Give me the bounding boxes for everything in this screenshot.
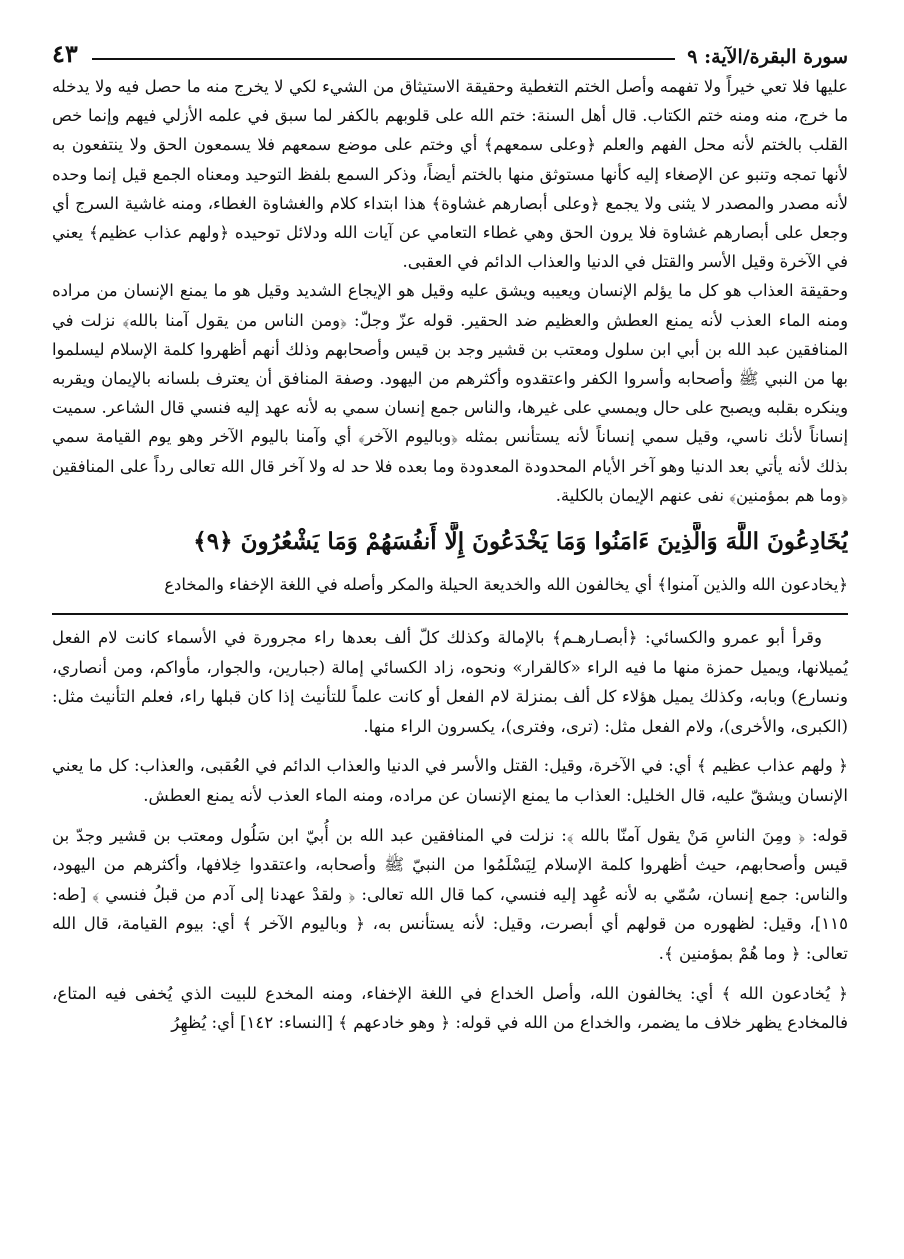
main-paragraph-2: وحقيقة العذاب هو كل ما يؤلم الإنسان ويعيبه ويشق عليه وقيل هو الإيجاع الشديد وقيل هو ما يمنع الإنسان من مراده ومنه الماء العذب لأنه يمنع العطش والعظيم ضد الحقير. قوله عزّ وجلّ: ﴿ومن الناس من يقول آمنا بالله﴾ نزلت في المنافقين عبد الله بن أبي ابن سلول ومعتب بن قشير وجد بن قيس وأصحابهم وذلك أنهم أظهروا كلمة الإسلام ليسلموا بها من النبي ﷺ وأصحابه وأسروا الكفر واعتقدوه وأكثرهم من اليهود. وصفة المنافق أن يعترف بلسانه بالإيمان ويقربه وينكره بقلبه ويصبح على حال ويمسي على غيرها، والناس جمع إنسان سمي به لأنه عهد إليه فنسي قال الشاعر. سميت إنساناً لأنك ناسي، وقيل سمي إنساناً لأنه يستأنس بمثله ﴿وباليوم الآخر﴾ أي وآمنا باليوم الآخر وهو يوم القيامة سمي بذلك لأنه يأتي بعد الدنيا وهو آخر الأيام المحدودة المعدودة وما بعده فلا حد له ولا آخر قال الله تعالى رداً على المنافقين ﴿وما هم بمؤمنين﴾ نفى عنهم الإيمان بالكلية. <box>52 281 848 505</box>
main-commentary <box>52 72 848 510</box>
margin-notes <box>52 623 848 1038</box>
page-number: ٤٣ <box>52 39 78 68</box>
running-title: سورة البقرة/الآية: ٩ <box>687 46 848 68</box>
quran-verse: يُخَادِعُونَ اللَّهَ وَالَّذِينَ ءَامَنُوا وَمَا يَخْدَعُونَ إِلَّا أَنفُسَهُمْ وَمَا يَشْعُرُونَ ﴿٩﴾ <box>193 528 848 556</box>
footnote-divider <box>52 613 848 615</box>
note-paragraph-2: ﴿ ولهم عذاب عظيم ﴾ أي: في الآخرة، وقيل: القتل والأسر في الدنيا والعذاب الدائم في العُقبى، والعذاب: كل ما يعني الإنسان ويشقّ عليه، قال الخليل: العذاب ما يمنع الإنسان عن مراده، ومنه الماء العذب لأنه يمنع العطش. <box>52 756 848 806</box>
header-rule <box>92 58 676 60</box>
page-header <box>52 30 848 68</box>
verse-commentary: ﴿يخادعون الله والذين آمنوا﴾ أي يخالفون الله والخديعة الحيلة والمكر وأصله في اللغة الإخفاء والمخادع <box>164 575 848 595</box>
note-paragraph-1: وقرأ أبو عمرو والكسائي: ﴿أبصـارهـم﴾ بالإمالة وكذلك كلّ ألف بعدها راء مجرورة في الأسماء كانت لام الفعل يُميلانها، ويميل حمزة منها ما فيه الراء «كالقرار» ونحوه، زاد الكسائي إمالة (جبارين، والجوار، مأواكم، ومن أنصاري، ونسارع) وبابه، وكذلك يميل هؤلاء كل ألف بمنزلة لام الفعل أو كانت علماً للتأنيث إذا كان قبلها راء، فعلم التأنيث مثل: (الكبرى، والأخرى)، ولام الفعل مثل: (ترى، وفترى)، يكسرون الراء منها. <box>52 628 848 736</box>
note-paragraph-4: ﴿ يُخادعون الله ﴾ أي: يخالفون الله، وأصل الخداع في اللغة الإخفاء، ومنه المخدع للبيت الذي يُخفى فيه المتاع، فالمخادع يظهر خلاف ما يضمر، والخداع من الله في قوله: ﴿ وهو خادعهم ﴾ [النساء: ١٤٢] أي: يُظهِرُ <box>52 983 848 1033</box>
note-paragraph-3: قوله: ﴿ ومِنَ الناسِ مَنْ يقول آمنّا بالله ﴾: نزلت في المنافقين عبد الله بن أُبيّ ابن سَلُول ومعتب بن قشير وجدّ بن قيس وأصحابهم، حيث أظهروا كلمة الإسلام لِيَسْلَمُوا من النبيّ ﷺ وأصحابه، واعتقدوا خِلافها، وأكثرهم من اليهود، والناس: جمع إنسان، سُمّي به لأنه عُهِد إليه فنسي، كما قال الله تعالى: ﴿ ولقدْ عهدنا إلى آدم من قبلُ فنسي ﴾ [طه: ١١٥]، وقيل: لظهوره من قولهم أي أبصرت، وقيل: لأنه يستأنس به، ﴿ وباليوم الآخر ﴾ أي: بيوم القيامة، قال الله تعالى: ﴿ وما هُمْ بمؤمنين ﴾. <box>52 825 848 963</box>
main-paragraph-1: عليها فلا تعي خيراً ولا تفهمه وأصل الختم التغطية وحقيقة الاستيثاق من الشيء لكي لا يخرج منه ما حصل فيه ولا يدخله ما خرج، منه ومنه ختم الكتاب. قال أهل السنة: ختم الله على قلوبهم بالكفر لما سبق في علمه الأزلي فيهم وإنما خص القلب بالختم لأنه محل الفهم والعلم ﴿وعلى سمعهم﴾ أي وختم على موضع سمعهم فلا يسمعون الحق ولا ينتفعون به لأنها تمجه وتنبو عن الإصغاء إليه كأنها مستوثق منها بالختم أيضاً، وذكر السمع بلفظ التوحيد ومعناه الجمع قيل إنما وحده لأنه مصدر والمصدر لا يثنى ولا يجمع ﴿وعلى أبصارهم غشاوة﴾ هذا ابتداء كلام والغشاوة الغطاء، ومنه غاشية السرج أي وجعل على أبصارهم غشاوة فلا يرون الحق وهي غطاء التعامي عن آيات الله ودلائل توحيده ﴿ولهم عذاب عظيم﴾ يعني في الآخرة وقيل الأسر والقتل في الدنيا والعذاب الدائم في العقبى. <box>52 77 848 272</box>
